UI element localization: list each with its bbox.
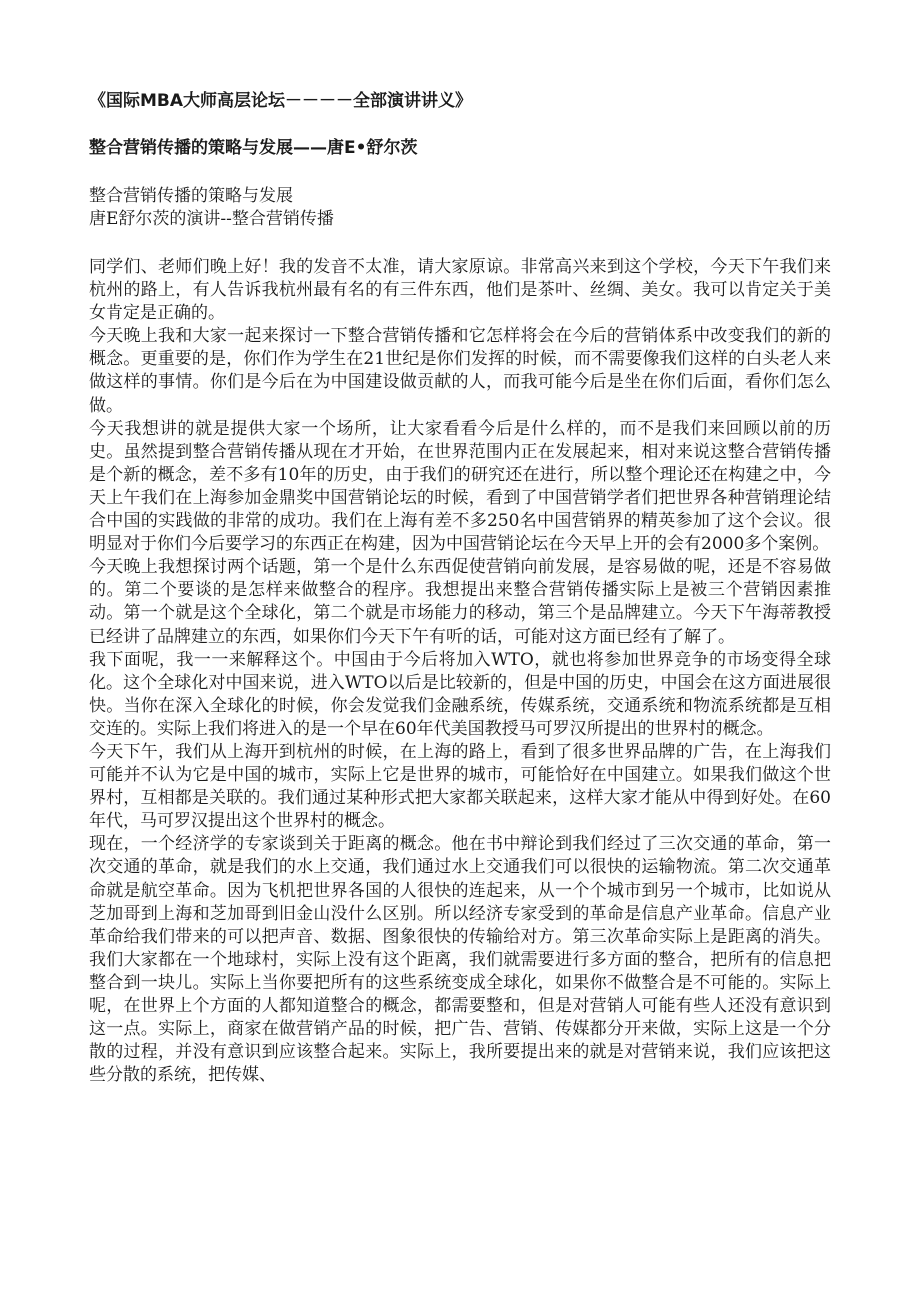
document-subtitle: 整合营销传播的策略与发展——唐E•舒尔茨 — [89, 138, 418, 158]
paragraph: 现在，一个经济学的专家谈到关于距离的概念。他在书中辩论到我们经过了三次交通的革命，第一次交通的革命，就是我们的水上交通，我们通过水上交通我们可以很快的运输物流。第二次交通革命就是航空革命。因为飞机把世界各国的人很快的连起来，从一个个城市到另一个城市，比如说从芝加哥到上海和芝加哥到旧金山没什么区别。所以经济专家受到的革命是信息产业革命。信息产业革命给我们带来的可以把声音、数据、图象很快的传输给对方。第三次革命实际上是距离的消失。我们大家都在一个地球村，实际上没有这个距离，我们就需要进行多方面的整合，把所有的信息把整合到一块儿。实际上当你要把所有的这些系统变成全球化，如果你不做整合是不可能的。实际上呢，在世界上个方面的人都知道整合的概念，都需要整和，但是对营销人可能有些人还没有意识到这一点。实际上，商家在做营销产品的时候，把广告、营销、传媒都分开来做，实际上这是一个分散的过程，并没有意识到应该整合起来。实际上，我所要提出来的就是对营销来说，我们应该把这些分散的系统，把传媒、 — [89, 834, 831, 1086]
sub-heading-line: 整合营销传播的策略与发展 — [89, 186, 293, 206]
paragraph: 今天下午，我们从上海开到杭州的时候，在上海的路上，看到了很多世界品牌的广告，在上海我们可能并不认为它是中国的城市，实际上它是世界的城市，可能恰好在中国建立。如果我们做这个世界村，互相都是关联的。我们通过某种形式把大家都关联起来，这样大家才能从中得到好处。在60年代，马可罗汉提出这个世界村的概念。 — [89, 741, 831, 832]
paragraph: 我下面呢，我一一来解释这个。中国由于今后将加入WTO，就也将参加世界竞争的市场变得全球化。这个全球化对中国来说，进入WTO以后是比较新的，但是中国的历史，中国会在这方面进展很快。当你在深入全球化的时候，你会发觉我们金融系统，传媒系统，交通系统和物流系统都是互相交连的。实际上我们将进入的是一个早在60年代美国教授马可罗汉所提出的世界村的概念。 — [89, 649, 831, 739]
document-title: 《国际MBA大师高层论坛－－－－全部演讲讲义》 — [89, 91, 473, 111]
paragraph: 今天晚上我和大家一起来探讨一下整合营销传播和它怎样将会在今后的营销体系中改变我们的新的概念。更重要的是，你们作为学生在21世纪是你们发挥的时候，而不需要像我们这样的白头老人来做这样的事情。你们是今后在为中国建设做贡献的人，而我可能今后是坐在你们后面，看你们怎么做。 — [89, 326, 831, 416]
sub-heading-line: 唐E舒尔茨的演讲--整合营销传播 — [89, 209, 334, 229]
sub-heading-block — [89, 185, 829, 231]
document-body — [89, 256, 831, 1087]
paragraph: 今天晚上我想探讨两个话题，第一个是什么东西促使营销向前发展，是容易做的呢，还是不容易做的。第二个要谈的是怎样来做整合的程序。我想提出来整合营销传播实际上是被三个营销因素推动。第一个就是这个全球化，第二个就是市场能力的移动，第三个是品牌建立。今天下午海蒂教授已经讲了品牌建立的东西，如果你们今天下午有听的话，可能对这方面已经有了解了。 — [89, 557, 831, 647]
paragraph: 同学们、老师们晚上好！我的发音不太准，请大家原谅。非常高兴来到这个学校，今天下午我们来杭州的路上，有人告诉我杭州最有名的有三件东西，他们是茶叶、丝绸、美女。我可以肯定关于美女肯定是正确的。 — [89, 257, 831, 324]
paragraph: 今天我想讲的就是提供大家一个场所，让大家看看今后是什么样的，而不是我们来回顾以前的历史。虽然提到整合营销传播从现在才开始，在世界范围内正在发展起来，相对来说这整合营销传播是个新的概念，差不多有10年的历史，由于我们的研究还在进行，所以整个理论还在构建之中，今天上午我们在上海参加金鼎奖中国营销论坛的时候，看到了中国营销学者们把世界各种营销理论结合中国的实践做的非常的成功。我们在上海有差不多250名中国营销界的精英参加了这个会议。很明显对于你们今后要学习的东西正在构建，因为中国营销论坛在今天早上开的会有2000多个案例。 — [89, 418, 831, 555]
